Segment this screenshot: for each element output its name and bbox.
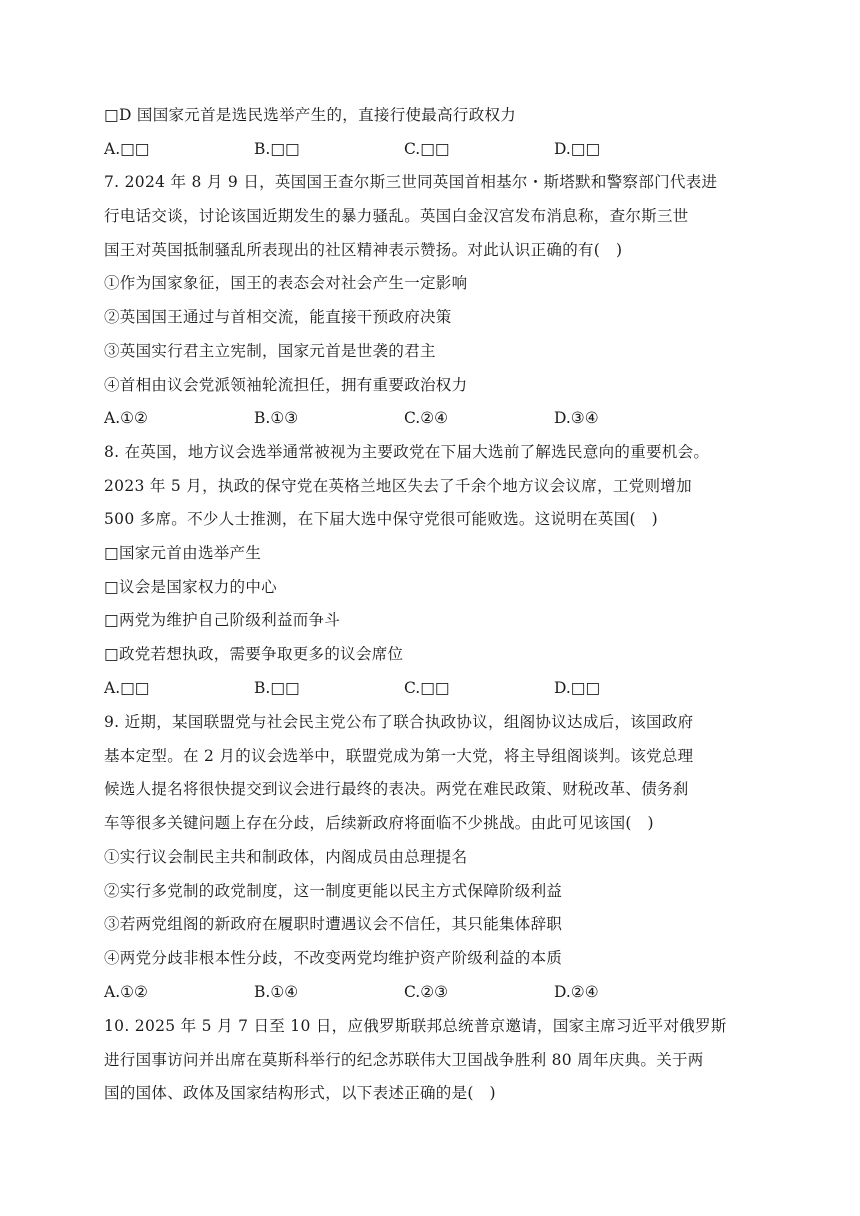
q7-stem-line: 7. 2024 年 8 月 9 日，英国国王查尔斯三世同英国首相基尔・斯塔默和警察部门代表进 bbox=[104, 173, 718, 191]
q7-stem-line: 行电话交谈，讨论该国近期发生的暴力骚乱。英国白金汉宫发布消息称，查尔斯三世 bbox=[104, 207, 689, 225]
q9-statement-4: ④两党分歧非根本性分歧，不改变两党均维护资产阶级利益的本质 bbox=[104, 949, 563, 967]
q9-option-c[interactable]: C.②③ bbox=[404, 983, 449, 1001]
q8-stem-line: 8. 在英国，地方议会选举通常被视为主要政党在下届大选前了解选民意向的重要机会。 bbox=[104, 443, 710, 461]
q8-statement-1: □国家元首由选举产生 bbox=[104, 544, 262, 562]
q9-stem-line: 基本定型。在 2 月的议会选举中，联盟党成为第一大党，将主导组阁谈判。该党总理 bbox=[104, 747, 694, 765]
option-b[interactable]: B.□□ bbox=[254, 140, 300, 158]
q8-statement-4: □政党若想执政，需要争取更多的议会席位 bbox=[104, 645, 404, 663]
q7-option-d[interactable]: D.③④ bbox=[554, 409, 599, 427]
q8-option-d[interactable]: D.□□ bbox=[554, 679, 601, 697]
option-a[interactable]: A.□□ bbox=[104, 140, 150, 158]
q8-stem-line: 500 多席。不少人士推测，在下届大选中保守党很可能败选。这说明在英国( ) bbox=[104, 510, 659, 528]
q8-options-row bbox=[104, 677, 724, 699]
statement-d: □D 国国家元首是选民选举产生的，直接行使最高行政权力 bbox=[104, 106, 517, 124]
q7-options-row bbox=[104, 407, 724, 429]
q8-option-a[interactable]: A.□□ bbox=[104, 679, 150, 697]
q9-statement-2: ②实行多党制的政党制度，这一制度更能以民主方式保障阶级利益 bbox=[104, 882, 563, 900]
option-c[interactable]: C.□□ bbox=[404, 140, 450, 158]
option-d[interactable]: D.□□ bbox=[554, 140, 601, 158]
q7-stem-line: 国王对英国抵制骚乱所表现出的社区精神表示赞扬。对此认识正确的有( ) bbox=[104, 241, 623, 259]
q7-statement-2: ②英国国王通过与首相交流，能直接干预政府决策 bbox=[104, 308, 452, 326]
q8-option-b[interactable]: B.□□ bbox=[254, 679, 300, 697]
q7-option-b[interactable]: B.①③ bbox=[254, 409, 299, 427]
q9-statement-3: ③若两党组阁的新政府在履职时遭遇议会不信任，其只能集体辞职 bbox=[104, 915, 563, 933]
q10-stem-line: 国的国体、政体及国家结构形式，以下表述正确的是( ) bbox=[104, 1084, 496, 1102]
q7-statement-3: ③英国实行君主立宪制，国家元首是世袭的君主 bbox=[104, 342, 436, 360]
q9-option-b[interactable]: B.①④ bbox=[254, 983, 299, 1001]
options-row bbox=[104, 138, 724, 160]
q10-stem-line: 10. 2025 年 5 月 7 日至 10 日，应俄罗斯联邦总统普京邀请，国家主席习近平对俄罗斯 bbox=[104, 1017, 727, 1035]
q9-stem-line: 车等很多关键问题上存在分歧，后续新政府将面临不少挑战。由此可见该国( ) bbox=[104, 814, 654, 832]
q7-statement-4: ④首相由议会党派领袖轮流担任，拥有重要政治权力 bbox=[104, 376, 468, 394]
q10-stem-line: 进行国事访问并出席在莫斯科举行的纪念苏联伟大卫国战争胜利 80 周年庆典。关于两 bbox=[104, 1051, 704, 1069]
q9-option-d[interactable]: D.②④ bbox=[554, 983, 599, 1001]
q9-options-row bbox=[104, 981, 724, 1003]
q7-option-c[interactable]: C.②④ bbox=[404, 409, 449, 427]
q7-statement-1: ①作为国家象征，国王的表态会对社会产生一定影响 bbox=[104, 274, 468, 292]
q7-option-a[interactable]: A.①② bbox=[104, 409, 148, 427]
q8-option-c[interactable]: C.□□ bbox=[404, 679, 450, 697]
q8-stem-line: 2023 年 5 月，执政的保守党在英格兰地区失去了千余个地方议会议席，工党则增加 bbox=[104, 477, 692, 495]
q9-statement-1: ①实行议会制民主共和制政体，内阁成员由总理提名 bbox=[104, 848, 468, 866]
q8-statement-2: □议会是国家权力的中心 bbox=[104, 578, 277, 596]
q8-statement-3: □两党为维护自己阶级利益而争斗 bbox=[104, 611, 341, 629]
q9-stem-line: 9. 近期，某国联盟党与社会民主党公布了联合执政协议，组阁协议达成后，该国政府 bbox=[104, 713, 694, 731]
q9-stem-line: 候选人提名将很快提交到议会进行最终的表决。两党在难民政策、财税改革、债务刹 bbox=[104, 780, 689, 798]
q9-option-a[interactable]: A.①② bbox=[104, 983, 148, 1001]
